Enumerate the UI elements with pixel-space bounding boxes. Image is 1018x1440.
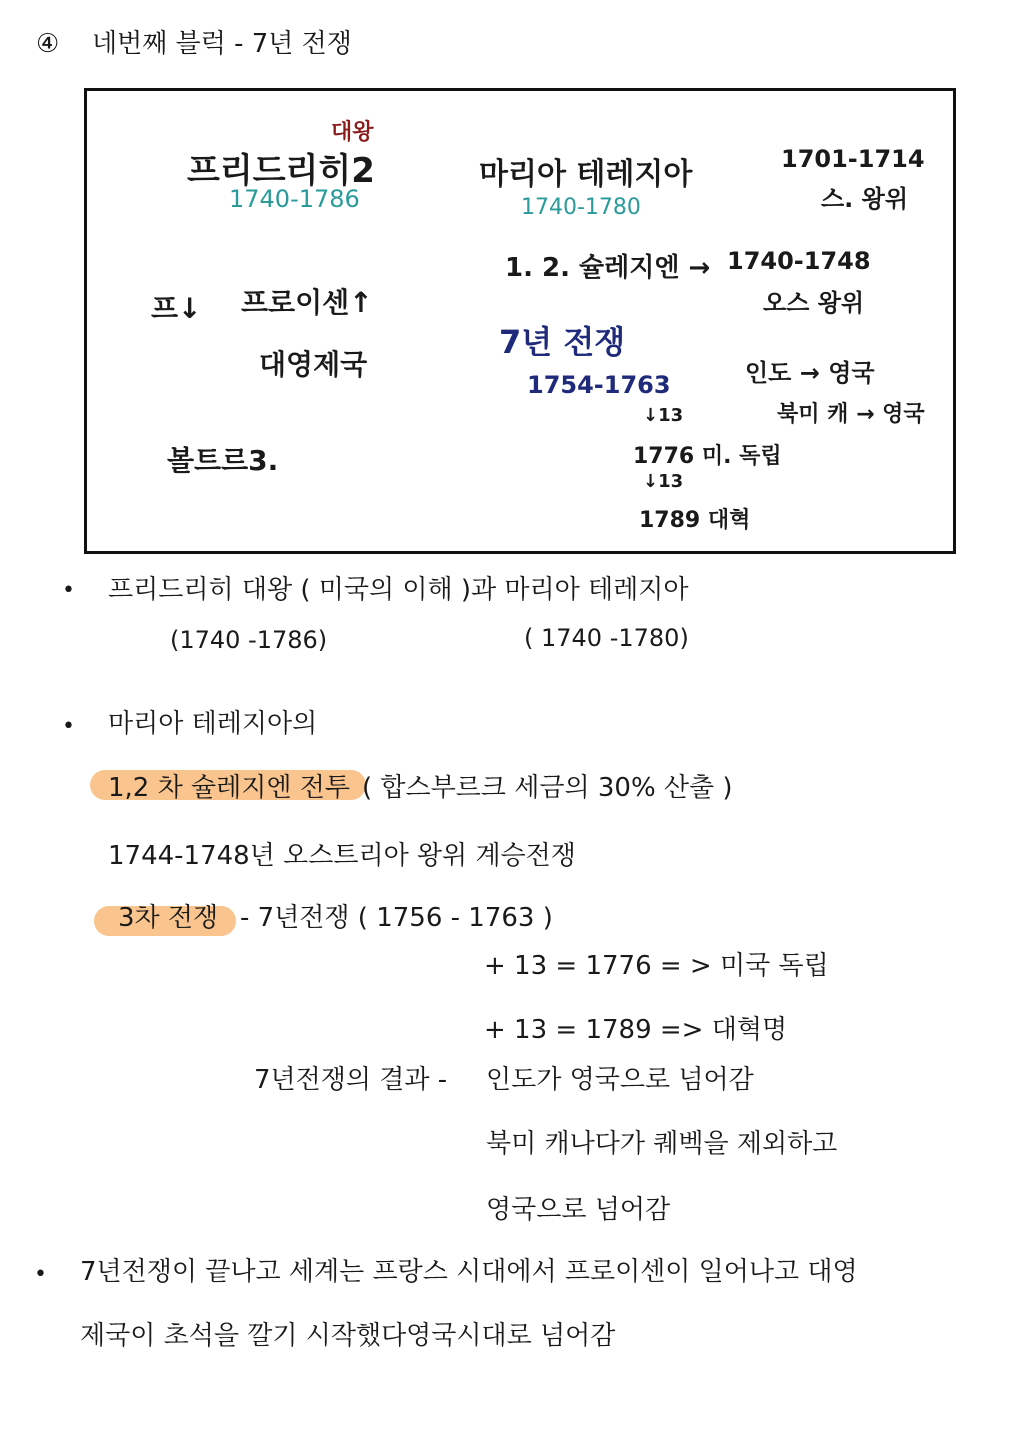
silesia-line: 1. 2. 슐레지엔 → [505,253,711,283]
result-3: 영국으로 넘어감 [486,1195,671,1225]
frederick-years: 1740-1786 [229,185,360,213]
plus-13-1776: + 13 = 1776 = > 미국 독립 [484,951,829,981]
bullet-2: • [62,714,75,739]
silesia-tax-note: ( 합스부르크 세금의 30% 산출 ) [362,773,733,803]
india-to-england: 인도 → 영국 [745,359,875,387]
spanish-years: 1701-1714 [781,145,925,173]
result-2: 북미 캐나다가 퀘벡을 제외하고 [486,1129,838,1159]
silesia-battles: 1,2 차 슐레지엔 전투 [108,773,350,803]
bullet-3-line-1: 7년전쟁이 끝나고 세계는 프랑스 시대에서 프로이센이 일어나고 대영 [80,1257,858,1287]
section-title: 네번째 블럭 - 7년 전쟁 [92,29,352,59]
maria-name: 마리아 테레지아 [479,157,693,192]
austrian-succession-war: 1744-1748년 오스트리아 왕위 계승전쟁 [108,841,576,871]
bullet-1-text: 프리드리히 대왕 ( 미국의 이해 )과 마리아 테레지아 [108,575,689,605]
frederick-title: 대왕 [331,120,374,145]
frederick-years-note: (1740 -1786) [170,626,328,654]
fr-down: 프↓ [151,292,202,325]
year-1789: 1789 대혁 [639,508,751,533]
north-america-to-england: 북미 캐 → 영국 [777,402,925,427]
maria-years: 1740-1780 [521,195,641,220]
arrow-13-a: ↓13 [643,405,684,426]
austria-succession: 오스 왕위 [763,289,865,317]
frederick-name: 프리드리히2 [187,151,375,191]
silesia-years: 1740-1748 [727,247,871,275]
year-1776: 1776 미. 독립 [633,444,782,469]
bullet-1: • [62,578,75,603]
voltaire: 볼트르3. [167,444,279,477]
british-empire: 대영제국 [259,348,368,381]
bullet-2-title: 마리아 테레지아의 [108,709,318,739]
third-war: 3차 전쟁 [118,903,219,933]
maria-years-note: ( 1740 -1780) [524,624,689,652]
seven-years-war: 7년 전쟁 [499,323,626,361]
plus-13-1789: + 13 = 1789 => 대혁명 [484,1015,788,1045]
whiteboard-image [84,88,956,554]
section-marker: ④ [36,29,60,59]
bullet-3: • [34,1262,47,1287]
arrow-13-b: ↓13 [643,471,684,492]
spanish-label: 스. 왕위 [821,185,909,213]
seven-years-war-note: - 7년전쟁 ( 1756 - 1763 ) [240,903,553,933]
result-label: 7년전쟁의 결과 - [254,1065,448,1095]
prussia-up: 프로이센↑ [241,286,373,319]
war-years: 1754-1763 [527,371,671,399]
bullet-3-line-2: 제국이 초석을 깔기 시작했다영국시대로 넘어감 [80,1321,616,1351]
result-1: 인도가 영국으로 넘어감 [486,1065,754,1095]
